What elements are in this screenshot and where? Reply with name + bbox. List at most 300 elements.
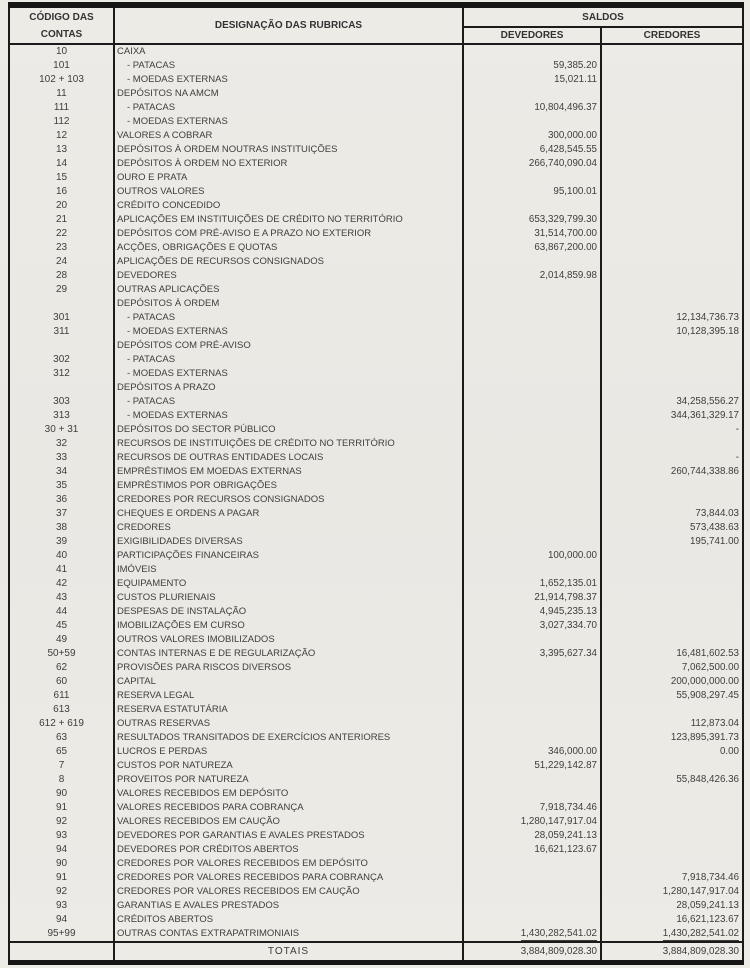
credores-value-cell <box>601 185 743 199</box>
credores-value-cell <box>601 759 743 773</box>
devedores-value-cell <box>463 703 601 717</box>
credores-value-cell <box>601 815 743 829</box>
devedores-value-cell: 10,804,496.37 <box>463 101 601 115</box>
totals-row <box>9 942 743 963</box>
account-code-cell: 93 <box>9 899 114 913</box>
account-code-cell: 16 <box>9 185 114 199</box>
devedores-value-cell <box>463 325 601 339</box>
designation-cell: CRÉDITOS ABERTOS <box>114 913 463 927</box>
designation-cell: CREDORES POR VALORES RECEBIDOS EM CAUÇÃO <box>114 885 463 899</box>
account-code-cell: 35 <box>9 479 114 493</box>
designation-cell: EMPRÉSTIMOS POR OBRIGAÇÕES <box>114 479 463 493</box>
account-code-cell: 37 <box>9 507 114 521</box>
designation-cell: RESERVA LEGAL <box>114 689 463 703</box>
table-row <box>9 171 743 185</box>
credores-value-cell <box>601 493 743 507</box>
credores-value-cell: 55,908,297.45 <box>676 690 740 701</box>
credores-value-cell <box>601 59 743 73</box>
designation-cell: OUTRAS RESERVAS <box>114 717 463 731</box>
table-row <box>9 675 743 689</box>
table-row <box>9 843 743 857</box>
account-code-cell: 303 <box>9 395 114 409</box>
table-body <box>9 44 743 942</box>
devedores-value-cell: 4,945,235.13 <box>463 605 601 619</box>
totals-credores-value: 3,884,809,028.30 <box>601 942 743 963</box>
designation-cell: LUCROS E PERDAS <box>114 745 463 759</box>
account-code-cell: 40 <box>9 549 114 563</box>
devedores-value-cell <box>463 44 601 59</box>
credores-value-cell <box>601 619 743 633</box>
designation-cell: VALORES RECEBIDOS PARA COBRANÇA <box>114 801 463 815</box>
devedores-value-cell <box>463 367 601 381</box>
table-row <box>9 927 743 942</box>
credores-value-cell <box>601 843 743 857</box>
devedores-value-cell: 51,229,142.87 <box>463 759 601 773</box>
account-code-cell: 43 <box>9 591 114 605</box>
table-row <box>9 255 743 269</box>
devedores-value-cell <box>463 409 601 423</box>
table-row <box>9 773 743 787</box>
devedores-value-cell <box>463 899 601 913</box>
table-row <box>9 801 743 815</box>
designation-cell: DEPÓSITOS À ORDEM <box>114 297 463 311</box>
credores-value-cell: 112,873.04 <box>690 718 740 729</box>
credores-value-cell <box>601 213 743 227</box>
devedores-value-cell <box>463 731 601 745</box>
table-row <box>9 787 743 801</box>
credores-value-cell <box>601 73 743 87</box>
credores-value-cell <box>601 269 743 283</box>
devedores-value-cell <box>463 871 601 885</box>
account-code-cell: 21 <box>9 213 114 227</box>
table-row <box>9 689 743 703</box>
credores-value-cell <box>601 143 743 157</box>
credores-value-cell: 7,918,734.46 <box>681 872 740 883</box>
devedores-value-cell: 59,385.20 <box>463 59 601 73</box>
table-row <box>9 423 743 437</box>
credores-value-cell: 10,128,395.18 <box>676 326 740 337</box>
devedores-value-cell <box>463 353 601 367</box>
devedores-value-cell <box>463 661 601 675</box>
table-row <box>9 605 743 619</box>
devedores-value-cell: 100,000.00 <box>463 549 601 563</box>
underlined-amount: 1,430,282,541.02 <box>520 928 597 939</box>
designation-cell: EQUIPAMENTO <box>114 577 463 591</box>
table-row <box>9 199 743 213</box>
designation-cell: OUTRAS APLICAÇÕES <box>114 283 463 297</box>
devedores-value-cell: 63,867,200.00 <box>463 241 601 255</box>
devedores-value-cell <box>463 395 601 409</box>
account-code-cell: 39 <box>9 535 114 549</box>
underlined-amount: 1,430,282,541.02 <box>662 928 740 939</box>
devedores-value-cell: 7,918,734.46 <box>463 801 601 815</box>
credores-value-cell: 12,134,736.73 <box>676 312 740 323</box>
devedores-value-cell <box>463 857 601 871</box>
designation-cell: - MOEDAS EXTERNAS <box>114 409 463 423</box>
account-code-cell: 611 <box>9 689 114 703</box>
designation-cell: CREDORES POR VALORES RECEBIDOS EM DEPÓSITO <box>114 857 463 871</box>
account-code-cell: 92 <box>9 885 114 899</box>
devedores-value-cell: 3,395,627.34 <box>463 647 601 661</box>
designation-cell: CAPITAL <box>114 675 463 689</box>
totals-label: TOTAIS <box>114 942 463 963</box>
credores-value-cell <box>601 157 743 171</box>
account-code-cell: 24 <box>9 255 114 269</box>
account-code-cell: 49 <box>9 633 114 647</box>
designation-cell: CAIXA <box>114 44 463 59</box>
header-devedores: DEVEDORES <box>463 27 601 44</box>
designation-cell: DEPÓSITOS NA AMCM <box>114 87 463 101</box>
table-row <box>9 339 743 353</box>
table-footer <box>9 942 743 963</box>
devedores-value-cell: 2,014,859.98 <box>463 269 601 283</box>
credores-value-cell <box>601 297 743 311</box>
account-code-cell: 45 <box>9 619 114 633</box>
credores-value-cell <box>601 283 743 297</box>
devedores-value-cell <box>463 255 601 269</box>
credores-value-cell <box>601 381 743 395</box>
totals-devedores-value: 3,884,809,028.30 <box>463 942 601 963</box>
devedores-value-cell <box>463 675 601 689</box>
table-row <box>9 395 743 409</box>
table-row <box>9 437 743 451</box>
account-code-cell: 94 <box>9 843 114 857</box>
table-row <box>9 157 743 171</box>
devedores-value-cell <box>463 437 601 451</box>
designation-cell: DEPÓSITOS COM PRÉ-AVISO <box>114 339 463 353</box>
devedores-value-cell <box>463 885 601 899</box>
table-row <box>9 535 743 549</box>
credores-value-cell: 195,741.00 <box>689 536 740 547</box>
designation-cell: DEPÓSITOS A PRAZO <box>114 381 463 395</box>
credores-value-cell <box>601 255 743 269</box>
devedores-value-cell <box>463 297 601 311</box>
devedores-value-cell: 1,280,147,917.04 <box>463 815 601 829</box>
designation-cell: - PATACAS <box>114 311 463 325</box>
credores-value-cell: 16,481,602.53 <box>676 648 740 659</box>
account-code-cell: 12 <box>9 129 114 143</box>
table-row <box>9 717 743 731</box>
designation-cell: DESPESAS DE INSTALAÇÃO <box>114 605 463 619</box>
header-designacao-rubricas <box>114 5 463 44</box>
account-code-cell: 20 <box>9 199 114 213</box>
credores-value-cell: 344,361,329.17 <box>670 410 740 421</box>
account-code-cell: 30 + 31 <box>9 423 114 437</box>
table-row <box>9 577 743 591</box>
table-row <box>9 227 743 241</box>
designation-cell: DEPÓSITOS À ORDEM NO EXTERIOR <box>114 157 463 171</box>
designation-cell: PROVEITOS POR NATUREZA <box>114 773 463 787</box>
table-row <box>9 871 743 885</box>
credores-value-cell <box>601 171 743 185</box>
credores-value-cell <box>601 703 743 717</box>
credores-value-cell <box>601 787 743 801</box>
designation-cell: - MOEDAS EXTERNAS <box>114 115 463 129</box>
designation-cell: RESERVA ESTATUTÁRIA <box>114 703 463 717</box>
header-saldos: SALDOS <box>463 5 743 27</box>
devedores-value-cell <box>463 423 601 437</box>
account-code-cell: 10 <box>9 44 114 59</box>
designation-cell: CREDORES POR VALORES RECEBIDOS PARA COBRANÇA <box>114 871 463 885</box>
credores-value-cell <box>601 801 743 815</box>
credores-value-cell: - <box>735 452 740 463</box>
devedores-value-cell <box>463 717 601 731</box>
account-code-cell: 22 <box>9 227 114 241</box>
devedores-value-cell: 346,000.00 <box>463 745 601 759</box>
account-code-cell: 90 <box>9 787 114 801</box>
designation-cell: CREDORES <box>114 521 463 535</box>
credores-value-cell <box>601 115 743 129</box>
credores-value-cell <box>601 437 743 451</box>
designation-cell: OURO E PRATA <box>114 171 463 185</box>
designation-cell: - PATACAS <box>114 395 463 409</box>
credores-value-cell <box>601 367 743 381</box>
devedores-value-cell <box>463 283 601 297</box>
table-row <box>9 101 743 115</box>
account-code-cell: 312 <box>9 367 114 381</box>
designation-cell: VALORES RECEBIDOS EM DEPÓSITO <box>114 787 463 801</box>
devedores-value-cell <box>463 115 601 129</box>
account-code-cell: 14 <box>9 157 114 171</box>
account-code-cell: 111 <box>9 101 114 115</box>
designation-cell: DEPÓSITOS COM PRÉ-AVISO E A PRAZO NO EXTERIOR <box>114 227 463 241</box>
table-row <box>9 465 743 479</box>
table-row <box>9 185 743 199</box>
credores-value-cell <box>601 129 743 143</box>
totals-empty-code-cell <box>9 942 114 963</box>
credores-value-cell: 7,062,500.00 <box>681 662 740 673</box>
devedores-value-cell <box>463 171 601 185</box>
account-code-cell: 13 <box>9 143 114 157</box>
account-code-cell: 102 + 103 <box>9 73 114 87</box>
account-code-cell: 90 <box>9 857 114 871</box>
table-row <box>9 451 743 465</box>
table-row <box>9 731 743 745</box>
table-row <box>9 521 743 535</box>
devedores-value-cell <box>463 339 601 353</box>
devedores-value-cell <box>463 535 601 549</box>
designation-cell: IMOBILIZAÇÕES EM CURSO <box>114 619 463 633</box>
table-row <box>9 647 743 661</box>
devedores-value-cell <box>463 493 601 507</box>
credores-value-cell <box>601 605 743 619</box>
designation-cell: EXIGIBILIDADES DIVERSAS <box>114 535 463 549</box>
credores-value-cell <box>601 563 743 577</box>
account-code-cell: 36 <box>9 493 114 507</box>
account-code-cell: 63 <box>9 731 114 745</box>
trial-balance-table <box>8 2 744 965</box>
devedores-value-cell: 28,059,241.13 <box>463 829 601 843</box>
devedores-value-cell <box>463 563 601 577</box>
designation-cell: IMÓVEIS <box>114 563 463 577</box>
devedores-value-cell <box>463 521 601 535</box>
credores-value-cell <box>601 549 743 563</box>
account-code-cell <box>9 297 114 311</box>
designation-cell: GARANTIAS E AVALES PRESTADOS <box>114 899 463 913</box>
designation-cell: DEPÓSITOS À ORDEM NOUTRAS INSTITUIÇÕES <box>114 143 463 157</box>
devedores-value-cell <box>463 381 601 395</box>
designation-cell: DEPÓSITOS DO SECTOR PÚBLICO <box>114 423 463 437</box>
table-row <box>9 479 743 493</box>
table-row <box>9 591 743 605</box>
header-row-saldos <box>9 5 743 27</box>
account-code-cell: 62 <box>9 661 114 675</box>
table-row <box>9 213 743 227</box>
designation-cell: CREDORES POR RECURSOS CONSIGNADOS <box>114 493 463 507</box>
designation-cell: DEVEDORES <box>114 269 463 283</box>
account-code-cell: 94 <box>9 913 114 927</box>
table-row <box>9 857 743 871</box>
table-row <box>9 759 743 773</box>
designation-cell: ACÇÕES, OBRIGAÇÕES E QUOTAS <box>114 241 463 255</box>
credores-value-cell <box>601 591 743 605</box>
account-code-cell: 29 <box>9 283 114 297</box>
account-code-cell: 60 <box>9 675 114 689</box>
devedores-value-cell: 15,021.11 <box>463 73 601 87</box>
credores-value-cell <box>601 101 743 115</box>
devedores-value-cell <box>463 465 601 479</box>
table-row <box>9 745 743 759</box>
table-row <box>9 367 743 381</box>
devedores-value-cell <box>463 479 601 493</box>
designation-cell: APLICAÇÕES EM INSTITUIÇÕES DE CRÉDITO NO TERRITÓRIO <box>114 213 463 227</box>
table-row <box>9 563 743 577</box>
table-row <box>9 59 743 73</box>
credores-value-cell: 573,438.63 <box>689 522 740 533</box>
table-row <box>9 829 743 843</box>
account-code-cell: 42 <box>9 577 114 591</box>
devedores-value-cell: 31,514,700.00 <box>463 227 601 241</box>
table-row <box>9 899 743 913</box>
devedores-value-cell: 21,914,798.37 <box>463 591 601 605</box>
devedores-value-cell: 1,652,135.01 <box>463 577 601 591</box>
devedores-value-cell <box>463 633 601 647</box>
table-row <box>9 493 743 507</box>
table-row <box>9 815 743 829</box>
table-row <box>9 311 743 325</box>
table-row <box>9 297 743 311</box>
table-row <box>9 507 743 521</box>
credores-value-cell <box>601 339 743 353</box>
table-row <box>9 885 743 899</box>
account-code-cell: 91 <box>9 801 114 815</box>
account-code-cell: 7 <box>9 759 114 773</box>
account-code-cell: 34 <box>9 465 114 479</box>
account-code-cell: 311 <box>9 325 114 339</box>
devedores-value-cell <box>463 913 601 927</box>
account-code-cell: 32 <box>9 437 114 451</box>
credores-value-cell: 123,895,391.73 <box>670 732 740 743</box>
account-code-cell: 93 <box>9 829 114 843</box>
credores-value-cell: 73,844.03 <box>695 508 740 519</box>
designation-cell: CONTAS INTERNAS E DE REGULARIZAÇÃO <box>114 647 463 661</box>
credores-value-cell <box>601 927 743 942</box>
devedores-value-cell <box>463 311 601 325</box>
table-row <box>9 913 743 927</box>
designation-cell: CUSTOS POR NATUREZA <box>114 759 463 773</box>
account-code-cell <box>9 339 114 353</box>
account-code-cell: 301 <box>9 311 114 325</box>
devedores-value-cell: 6,428,545.55 <box>463 143 601 157</box>
table-row <box>9 549 743 563</box>
account-code-cell: 11 <box>9 87 114 101</box>
account-code-cell: 50+59 <box>9 647 114 661</box>
credores-value-cell: 0.00 <box>719 746 740 757</box>
devedores-value-cell <box>463 773 601 787</box>
table-row <box>9 353 743 367</box>
devedores-value-cell: 16,621,123.67 <box>463 843 601 857</box>
header-designacao-label: DESIGNAÇÃO DAS RUBRICAS <box>214 20 363 31</box>
credores-value-cell <box>601 44 743 59</box>
account-code-cell: 91 <box>9 871 114 885</box>
account-code-cell: 95+99 <box>9 927 114 942</box>
devedores-value-cell <box>463 87 601 101</box>
devedores-value-cell <box>463 927 601 942</box>
account-code-cell: 41 <box>9 563 114 577</box>
designation-cell: DEVEDORES POR GARANTIAS E AVALES PRESTADOS <box>114 829 463 843</box>
credores-value-cell <box>601 633 743 647</box>
devedores-value-cell: 300,000.00 <box>463 129 601 143</box>
credores-value-cell <box>601 829 743 843</box>
credores-value-cell <box>601 199 743 213</box>
table-row <box>9 325 743 339</box>
devedores-value-cell: 3,027,334.70 <box>463 619 601 633</box>
devedores-value-cell: 95,100.01 <box>463 185 601 199</box>
designation-cell: - MOEDAS EXTERNAS <box>114 325 463 339</box>
designation-cell: EMPRÉSTIMOS EM MOEDAS EXTERNAS <box>114 465 463 479</box>
header-codigo-line2: CONTAS <box>40 29 83 40</box>
credores-value-cell: 55,848,426.36 <box>676 774 740 785</box>
designation-cell: PARTICIPAÇÕES FINANCEIRAS <box>114 549 463 563</box>
table-row <box>9 87 743 101</box>
table-row <box>9 619 743 633</box>
devedores-value-cell <box>463 451 601 465</box>
account-code-cell: 112 <box>9 115 114 129</box>
credores-value-cell <box>601 479 743 493</box>
header-credores: CREDORES <box>601 27 743 44</box>
credores-value-cell: 260,744,338.86 <box>670 466 740 477</box>
table-row <box>9 44 743 59</box>
designation-cell: - MOEDAS EXTERNAS <box>114 73 463 87</box>
account-code-cell: 612 + 619 <box>9 717 114 731</box>
table-row <box>9 633 743 647</box>
account-code-cell <box>9 381 114 395</box>
account-code-cell: 44 <box>9 605 114 619</box>
devedores-value-cell <box>463 507 601 521</box>
credores-value-cell: 28,059,241.13 <box>676 900 740 911</box>
account-code-cell: 28 <box>9 269 114 283</box>
header-codigo-line1: CÓDIGO DAS <box>29 12 94 23</box>
designation-cell: VALORES A COBRAR <box>114 129 463 143</box>
designation-cell: RECURSOS DE OUTRAS ENTIDADES LOCAIS <box>114 451 463 465</box>
table-row <box>9 703 743 717</box>
credores-value-cell: 16,621,123.67 <box>676 914 740 925</box>
table-row <box>9 129 743 143</box>
credores-value-cell <box>601 87 743 101</box>
account-code-cell: 613 <box>9 703 114 717</box>
designation-cell: VALORES RECEBIDOS EM CAUÇÃO <box>114 815 463 829</box>
devedores-value-cell <box>463 199 601 213</box>
account-code-cell: 8 <box>9 773 114 787</box>
table-row <box>9 143 743 157</box>
credores-value-cell <box>601 241 743 255</box>
designation-cell: - PATACAS <box>114 101 463 115</box>
designation-cell: PROVISÕES PARA RISCOS DIVERSOS <box>114 661 463 675</box>
designation-cell: OUTROS VALORES IMOBILIZADOS <box>114 633 463 647</box>
designation-cell: RESULTADOS TRANSITADOS DE EXERCÍCIOS ANTERIORES <box>114 731 463 745</box>
account-code-cell: 313 <box>9 409 114 423</box>
credores-value-cell: - <box>735 424 740 435</box>
